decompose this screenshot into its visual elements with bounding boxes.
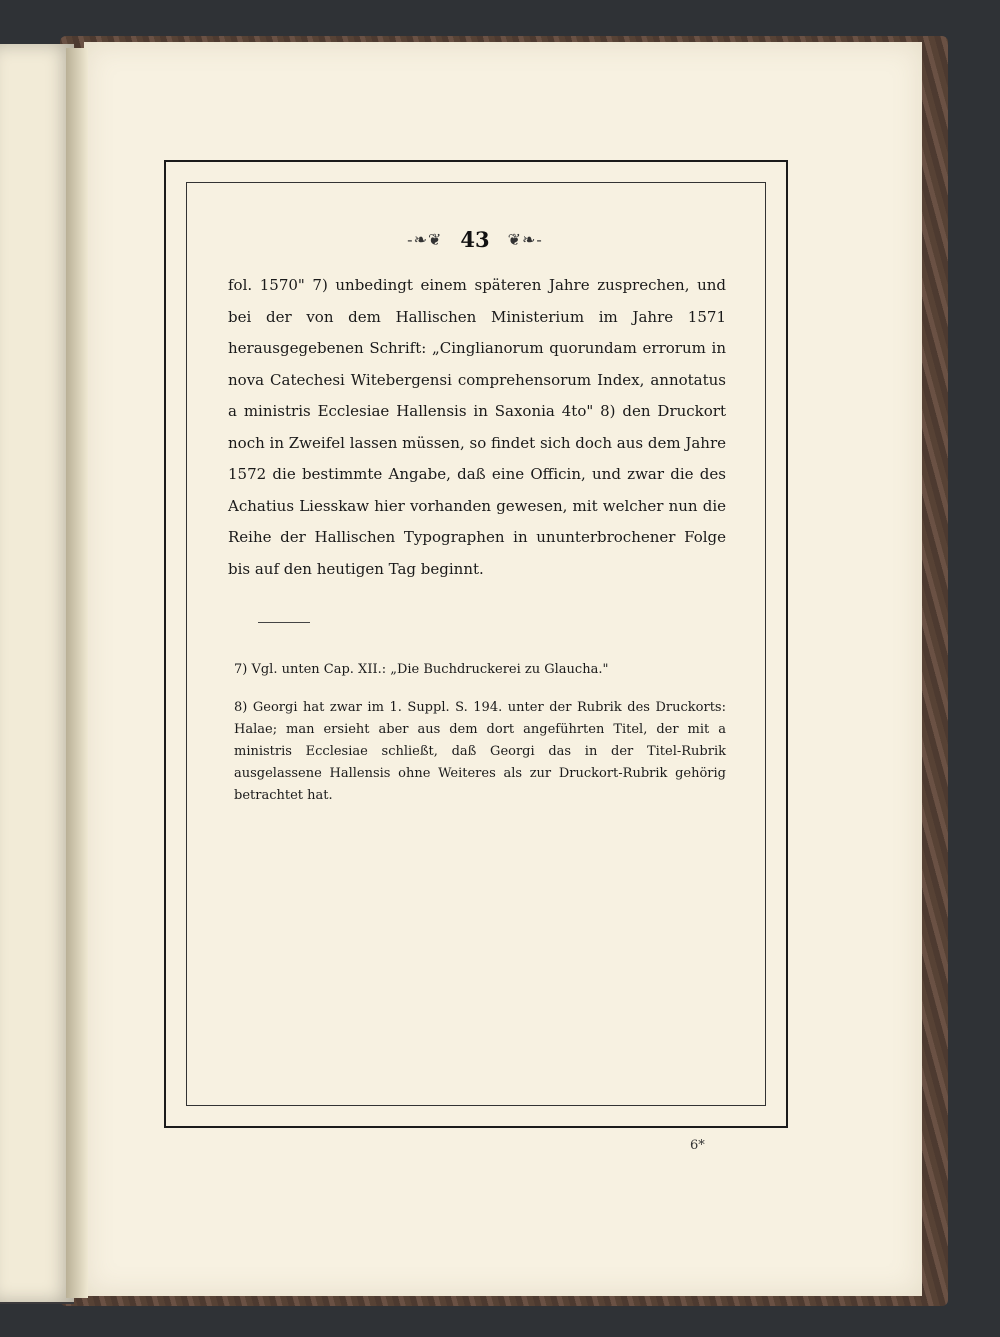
footnote-7: 7) Vgl. unten Cap. XII.: „Die Buchdruckerei zu Glaucha." (234, 662, 609, 677)
main-text (228, 270, 726, 585)
ornament-right-icon: ❦❧- (507, 229, 543, 249)
left-page-edge (0, 44, 74, 1304)
ornament-left-icon: -❧❦ (407, 229, 443, 249)
page-header (186, 224, 764, 254)
printer-signature-mark: 6* (690, 1138, 705, 1153)
footnote-rule (258, 622, 310, 623)
page-number: 43 (460, 226, 490, 252)
body-paragraph: fol. 1570" 7) unbedingt einem späteren Jahre zusprechen, und bei der von dem Hallischen Ministerium im Jahre 1571 herausgegebenen Schrift: „Cinglianorum quorundam errorum in nova Catechesi Witebergensi comprehensorum Index, annotatus a ministris Ecclesiae Hallensis in Saxonia 4to" 8) den Druckort noch in Zweifel lassen müssen, so findet sich doch aus dem Jahre 1572 die bestimmte Angabe, daß eine Officin, und zwar die des Achatius Liesskaw hier vorhanden gewesen, mit welcher nun die Reihe der Hallischen Typographen in ununterbrochener Folge bis auf den heutigen Tag beginnt. (228, 276, 726, 578)
footnote-8: 8) Georgi hat zwar im 1. Suppl. S. 194. unter der Rubrik des Druckorts: Halae; man ersieht aber aus dem dort angeführten Titel, der mit a ministris Ecclesiae schließt, daß Georgi das in der Titel-Rubrik ausgelassene Hallensis ohne Weiteres als zur Druckort-Rubrik gehörig betrachtet hat. (234, 700, 726, 803)
book-gutter (66, 48, 88, 1298)
